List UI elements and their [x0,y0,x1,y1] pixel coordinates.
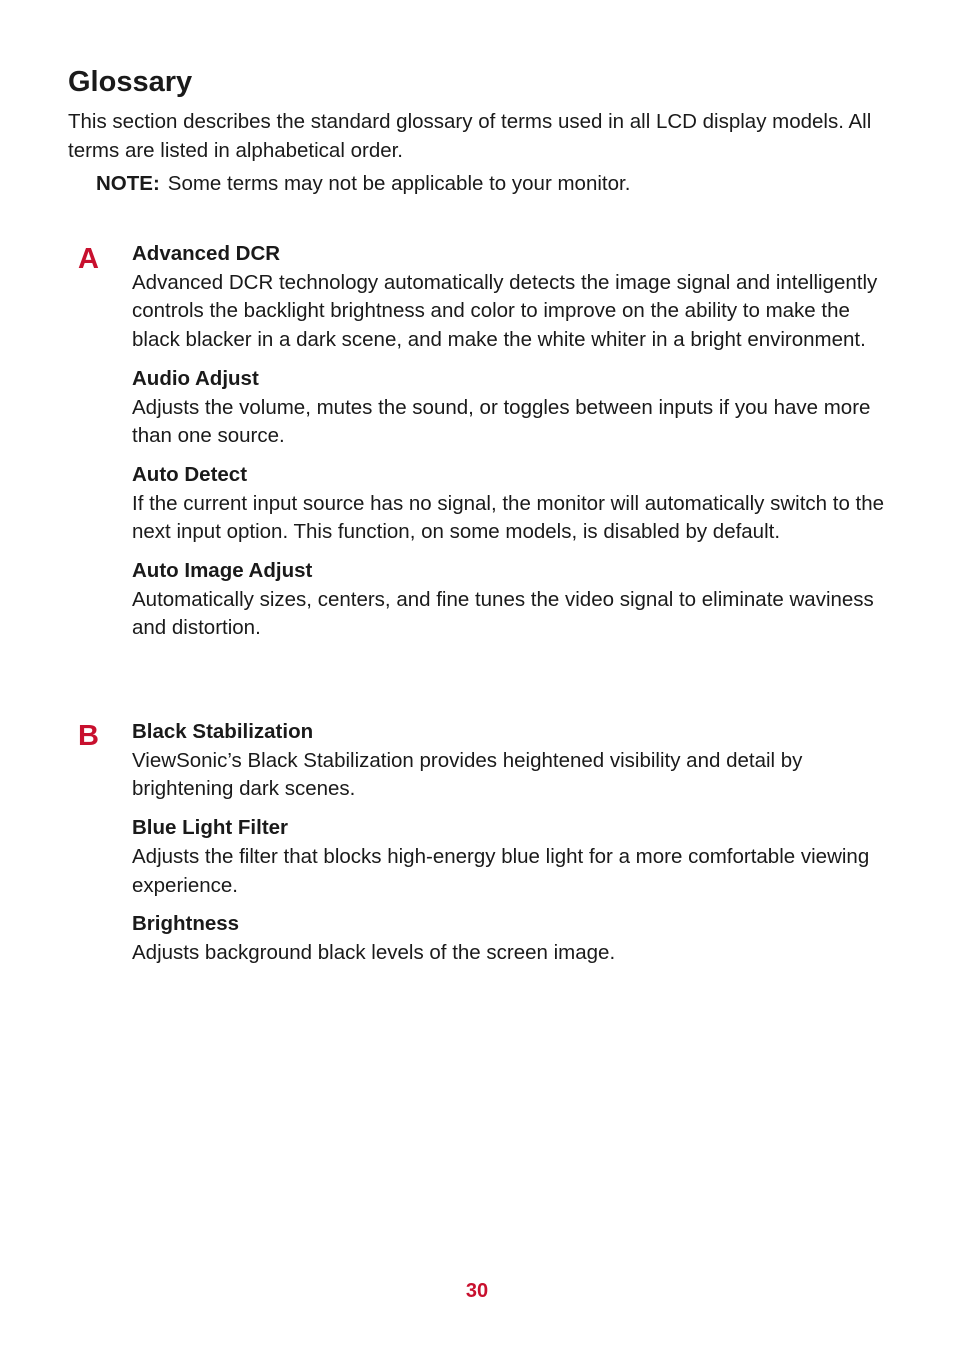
glossary-entry [132,557,892,643]
glossary-term: Auto Image Adjust [132,559,313,583]
glossary-term: Brightness [132,912,240,936]
note [96,170,630,198]
glossary-definition: ViewSonic’s Black Stabilization provides heightened visibility and detail by brightening dark scenes. [132,748,803,801]
glossary-definition: If the current input source has no signal, the monitor will automatically switch to the next input option. This function, on some models, is disabled by default. [132,491,885,544]
glossary-entry [132,718,892,804]
glossary-term: Blue Light Filter [132,816,289,840]
page-title: Glossary [68,66,193,98]
glossary-definition: Advanced DCR technology automatically detects the image signal and intelligently controls the backlight brightness and color to improve on the ability to make the black blacker in a dark scene, and make the white whiter in a bright environment. [132,270,878,352]
page-number: 30 [465,1280,489,1302]
glossary-entry [132,461,892,547]
glossary-term: Auto Detect [132,462,248,486]
section-letter-a: A [78,243,99,275]
glossary-section-b [132,718,892,978]
note-label: NOTE: [96,172,160,195]
glossary-definition: Adjusts the volume, mutes the sound, or toggles between inputs if you have more than one source. [132,395,871,448]
glossary-entry [132,910,892,967]
glossary-term: Advanced DCR [132,242,281,265]
glossary-entry [132,814,892,900]
glossary-section-a [132,240,892,653]
glossary-definition: Adjusts background black levels of the screen image. [132,940,616,964]
intro-text: This section describes the standard glossary of terms used in all LCD display models. All terms are listed in alphabetical order. [68,110,872,162]
glossary-definition: Adjusts the filter that blocks high-energy blue light for a more comfortable viewing experience. [132,844,870,897]
section-letter-b: B [78,720,99,752]
glossary-term: Audio Adjust [132,366,259,390]
glossary-entry [132,240,892,355]
note-text: Some terms may not be applicable to your monitor. [167,172,631,195]
glossary-term: Black Stabilization [132,720,314,743]
glossary-entry [132,365,892,451]
glossary-definition: Automatically sizes, centers, and fine tunes the video signal to eliminate waviness and distortion. [132,587,874,640]
